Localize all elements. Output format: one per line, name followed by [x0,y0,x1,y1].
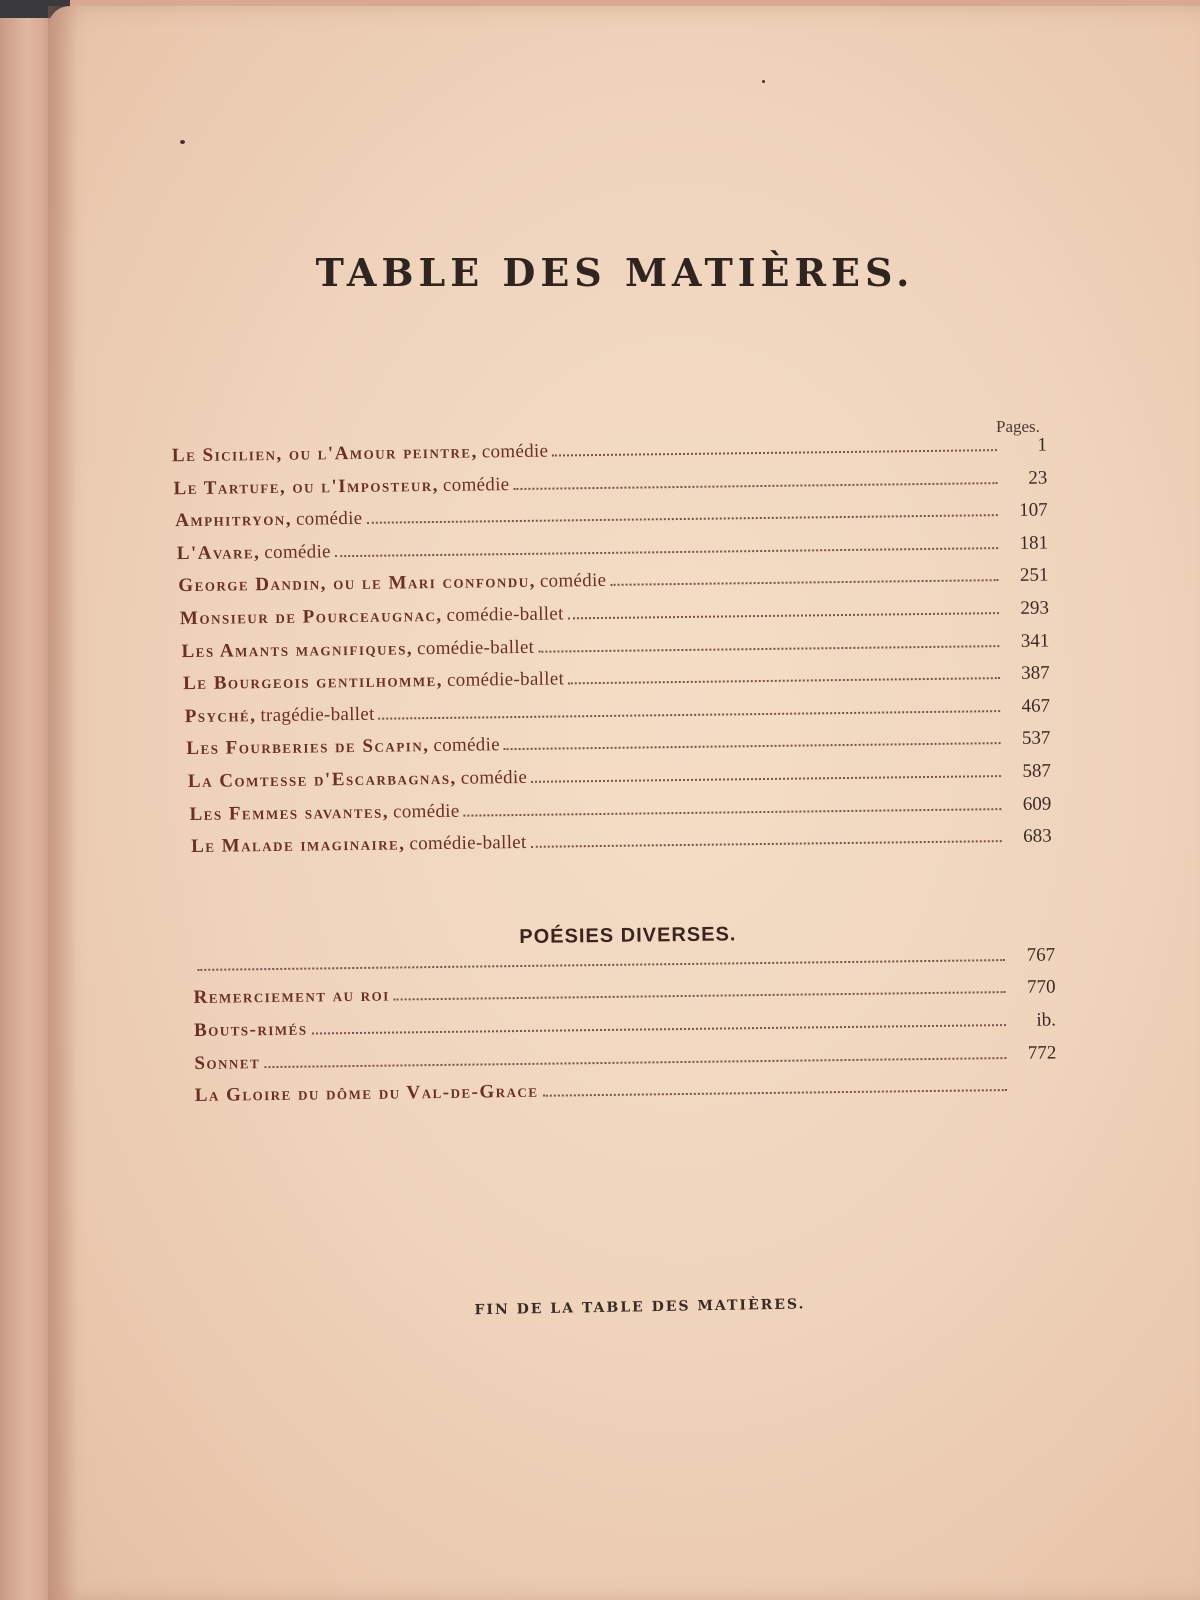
dot-leader [504,742,1001,751]
entry-title: Bouts-rimés [193,1018,308,1041]
entry-title: Remerciement au roi [193,984,390,1008]
page-number: 609 [1022,793,1052,815]
entry-title: Le Malade imaginaire, [191,833,406,858]
page-number: 770 [1026,976,1056,998]
entry-title: Amphitryon, [175,508,293,532]
page-number [1013,1090,1057,1091]
entry-title: Les Fourberies de Scapin, [186,735,430,760]
page-number: 1 [1037,434,1048,456]
dot-leader [531,839,1002,848]
entry-title: Psyché, [184,704,257,727]
entry-genre: comédie [442,473,510,496]
page-number: 293 [1020,597,1050,619]
page-number: 467 [1021,695,1051,717]
page-number: 23 [1028,467,1048,489]
entry-genre: tragédie-ballet [260,703,375,726]
page-number: 341 [1020,630,1050,652]
entry-genre: comédie [295,508,363,530]
dot-leader [531,774,1001,783]
pages-column-label: Pages. [996,417,1040,436]
entry-genre: comédie [481,440,549,463]
dot-leader [538,644,999,653]
entry-genre: comédie [539,570,607,593]
entry-title: Le Sicilien, ou l'Amour peintre, [171,441,478,467]
page-number: 537 [1021,727,1051,750]
entry-genre: comédie-ballet [446,668,565,692]
entry-genre: comédie [433,734,501,757]
dot-leader [366,513,997,524]
entry-genre: comédie [264,541,331,563]
page-title: TABLE DES MATIÈRES. [315,250,915,295]
page-number: 181 [1019,532,1049,554]
entry-title: Monsieur de Pourceaugnac, [179,604,443,630]
page-number: ib. [1036,1009,1057,1031]
entry-genre: comédie [392,800,460,823]
end-note: FIN DE LA TABLE DES MATIÈRES. [474,1296,806,1319]
entry-genre: comédie-ballet [416,636,535,659]
section-heading: POÉSIES DIVERSES. [519,923,737,949]
page-number: 107 [1019,499,1048,522]
entry-title: L'Avare, [176,541,261,564]
entry-title: Le Tartufe, ou l'Imposteur, [173,474,440,499]
dot-leader [610,579,998,587]
entry-title: Le Bourgeois gentilhomme, [183,670,444,695]
entry-genre: comédie-ballet [409,832,527,855]
page-number: 683 [1023,825,1052,848]
entry-genre: comédie-ballet [446,603,564,626]
dot-leader [379,709,1001,720]
entry-title: Les Amants magnifiques, [181,637,414,662]
dot-leader [568,676,1000,684]
page-number: 387 [1021,662,1050,685]
dot-leader [568,611,999,619]
page-number: 772 [1027,1042,1057,1064]
dot-leader [543,1088,1007,1097]
dot-leader [264,1056,1006,1068]
page-number: 767 [1026,944,1056,966]
dot-leader [394,990,1006,1000]
dot-leader [552,448,997,456]
entry-title: Les Femmes savantes, [189,801,390,825]
dot-leader [197,958,1005,971]
dot-leader [312,1023,1006,1034]
dot-leader [464,807,1002,817]
entry-title: La Comtesse d'Escarbagnas, [187,767,457,793]
dot-leader [513,481,997,490]
dot-leader [335,546,998,557]
entry-title: La Gloire du dôme du Val-de-Grace [194,1080,539,1106]
page-number: 251 [1019,564,1049,587]
entry-title: Sonnet [194,1052,261,1074]
entry-genre: comédie [460,766,528,789]
entry-title: George Dandin, ou le Mari confondu, [178,571,537,597]
page-number: 587 [1022,760,1052,782]
